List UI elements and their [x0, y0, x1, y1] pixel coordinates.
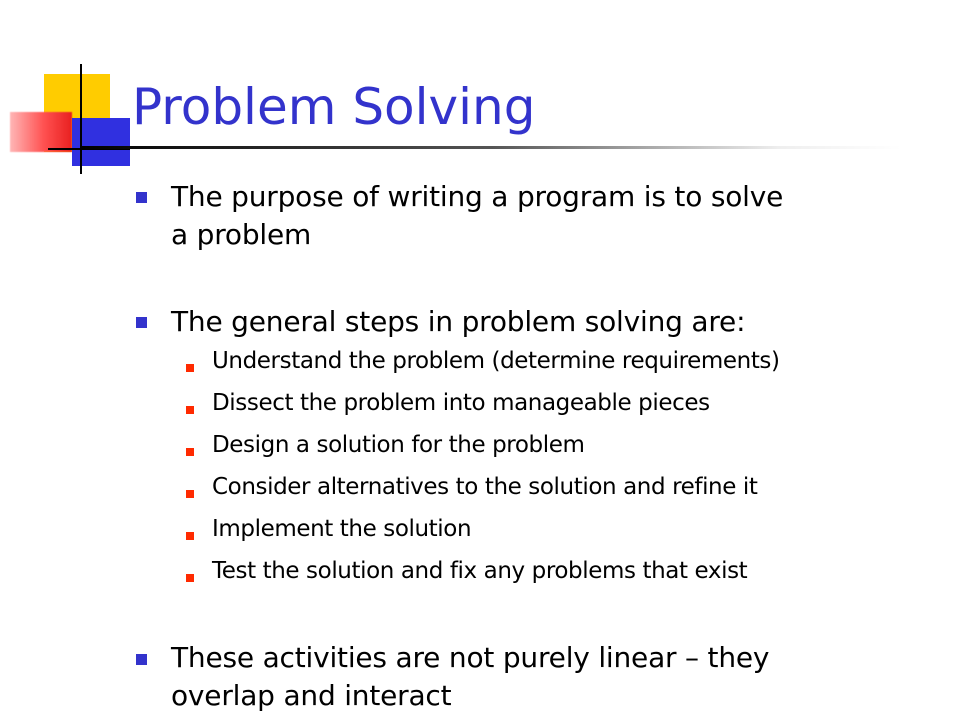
sub-bullet-6: Test the solution and fix any problems that exist: [212, 558, 748, 584]
title-underline: [82, 146, 902, 149]
bullet-square-icon: [136, 317, 147, 328]
bullet-2-line-1: The general steps in problem solving are:: [171, 305, 746, 338]
bullet-3-line-2: overlap and interact: [171, 679, 452, 712]
sub-bullet-2: Dissect the problem into manageable pieces: [212, 390, 710, 416]
slide-title: Problem Solving: [132, 78, 536, 136]
sub-bullet-square-icon: [186, 448, 194, 456]
bullet-1-line-1: The purpose of writing a program is to solve: [171, 180, 784, 213]
sub-bullet-5: Implement the solution: [212, 516, 472, 542]
logo-red-square: [10, 112, 72, 152]
bullet-3-line-1: These activities are not purely linear – they: [171, 641, 770, 674]
sub-bullet-square-icon: [186, 532, 194, 540]
sub-bullet-square-icon: [186, 364, 194, 372]
bullet-1-line-2: a problem: [171, 218, 312, 251]
sub-bullet-square-icon: [186, 574, 194, 582]
sub-bullet-square-icon: [186, 406, 194, 414]
bullet-square-icon: [136, 192, 147, 203]
sub-bullet-4: Consider alternatives to the solution and refine it: [212, 474, 758, 500]
logo-vertical-line: [80, 64, 82, 174]
sub-bullet-1: Understand the problem (determine requirements): [212, 348, 780, 374]
decorative-logo: [0, 0, 140, 180]
sub-bullet-3: Design a solution for the problem: [212, 432, 585, 458]
sub-bullet-square-icon: [186, 490, 194, 498]
bullet-square-icon: [136, 654, 147, 665]
